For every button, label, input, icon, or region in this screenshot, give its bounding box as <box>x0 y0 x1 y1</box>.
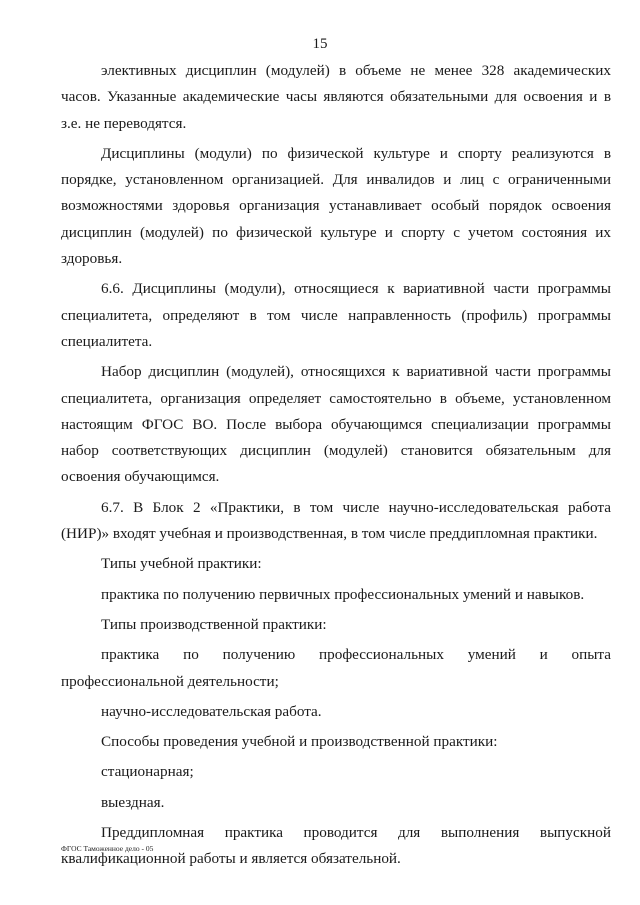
footer-doc-code: ФГОС Таможенное дело - 05 <box>61 844 154 853</box>
paragraph-3: 6.6. Дисциплины (модули), относящиеся к вариативной части программы специалитета, определяют в том числе направленность (профиль) программы специалитета. <box>61 280 611 350</box>
paragraph-7: практика по получению первичных профессиональных умений и навыков. <box>101 585 585 603</box>
paragraph-6: Типы учебной практики: <box>101 555 262 573</box>
paragraph-5: 6.7. В Блок 2 «Практики, в том числе научно-исследовательская работа (НИР)» входят учебная и производственная, в том числе преддипломная практики. <box>61 498 611 543</box>
paragraph-12: стационарная; <box>101 763 194 781</box>
paragraph-8: Типы производственной практики: <box>101 615 327 633</box>
paragraph-13: выездная. <box>101 793 165 811</box>
page-number: 15 <box>312 36 328 52</box>
paragraph-10: научно-исследовательская работа. <box>101 702 322 720</box>
paragraph-14: Преддипломная практика проводится для выполнения выпускной квалификационной работы и является обязательной. <box>61 824 611 868</box>
paragraph-9: практика по получению профессиональных умений и опыта профессиональной деятельности; <box>61 646 611 690</box>
paragraph-1: элективных дисциплин (модулей) в объеме не менее 328 академических часов. Указанные академические часы являются обязательными для освоения и в з.е. не переводятся. <box>61 62 611 132</box>
paragraph-11: Способы проведения учебной и производственной практики: <box>101 733 498 751</box>
paragraph-4: Набор дисциплин (модулей), относящихся к вариативной части программы специалитета, организация определяет самостоятельно в объеме, установленном настоящим ФГОС ВО. После выбора обучающимся специализации программы набор соответствующих дисциплин (модулей) становится обязательным для освоения обучающимся. <box>61 363 611 486</box>
document-body <box>61 58 611 873</box>
paragraph-2: Дисциплины (модули) по физической культуре и спорту реализуются в порядке, установленном организацией. Для инвалидов и лиц с ограниченными возможностями здоровья организация устанавливает особый порядок освоения дисциплин (модулей) по физической культуре и спорту с учетом состояния их здоровья. <box>61 144 611 268</box>
